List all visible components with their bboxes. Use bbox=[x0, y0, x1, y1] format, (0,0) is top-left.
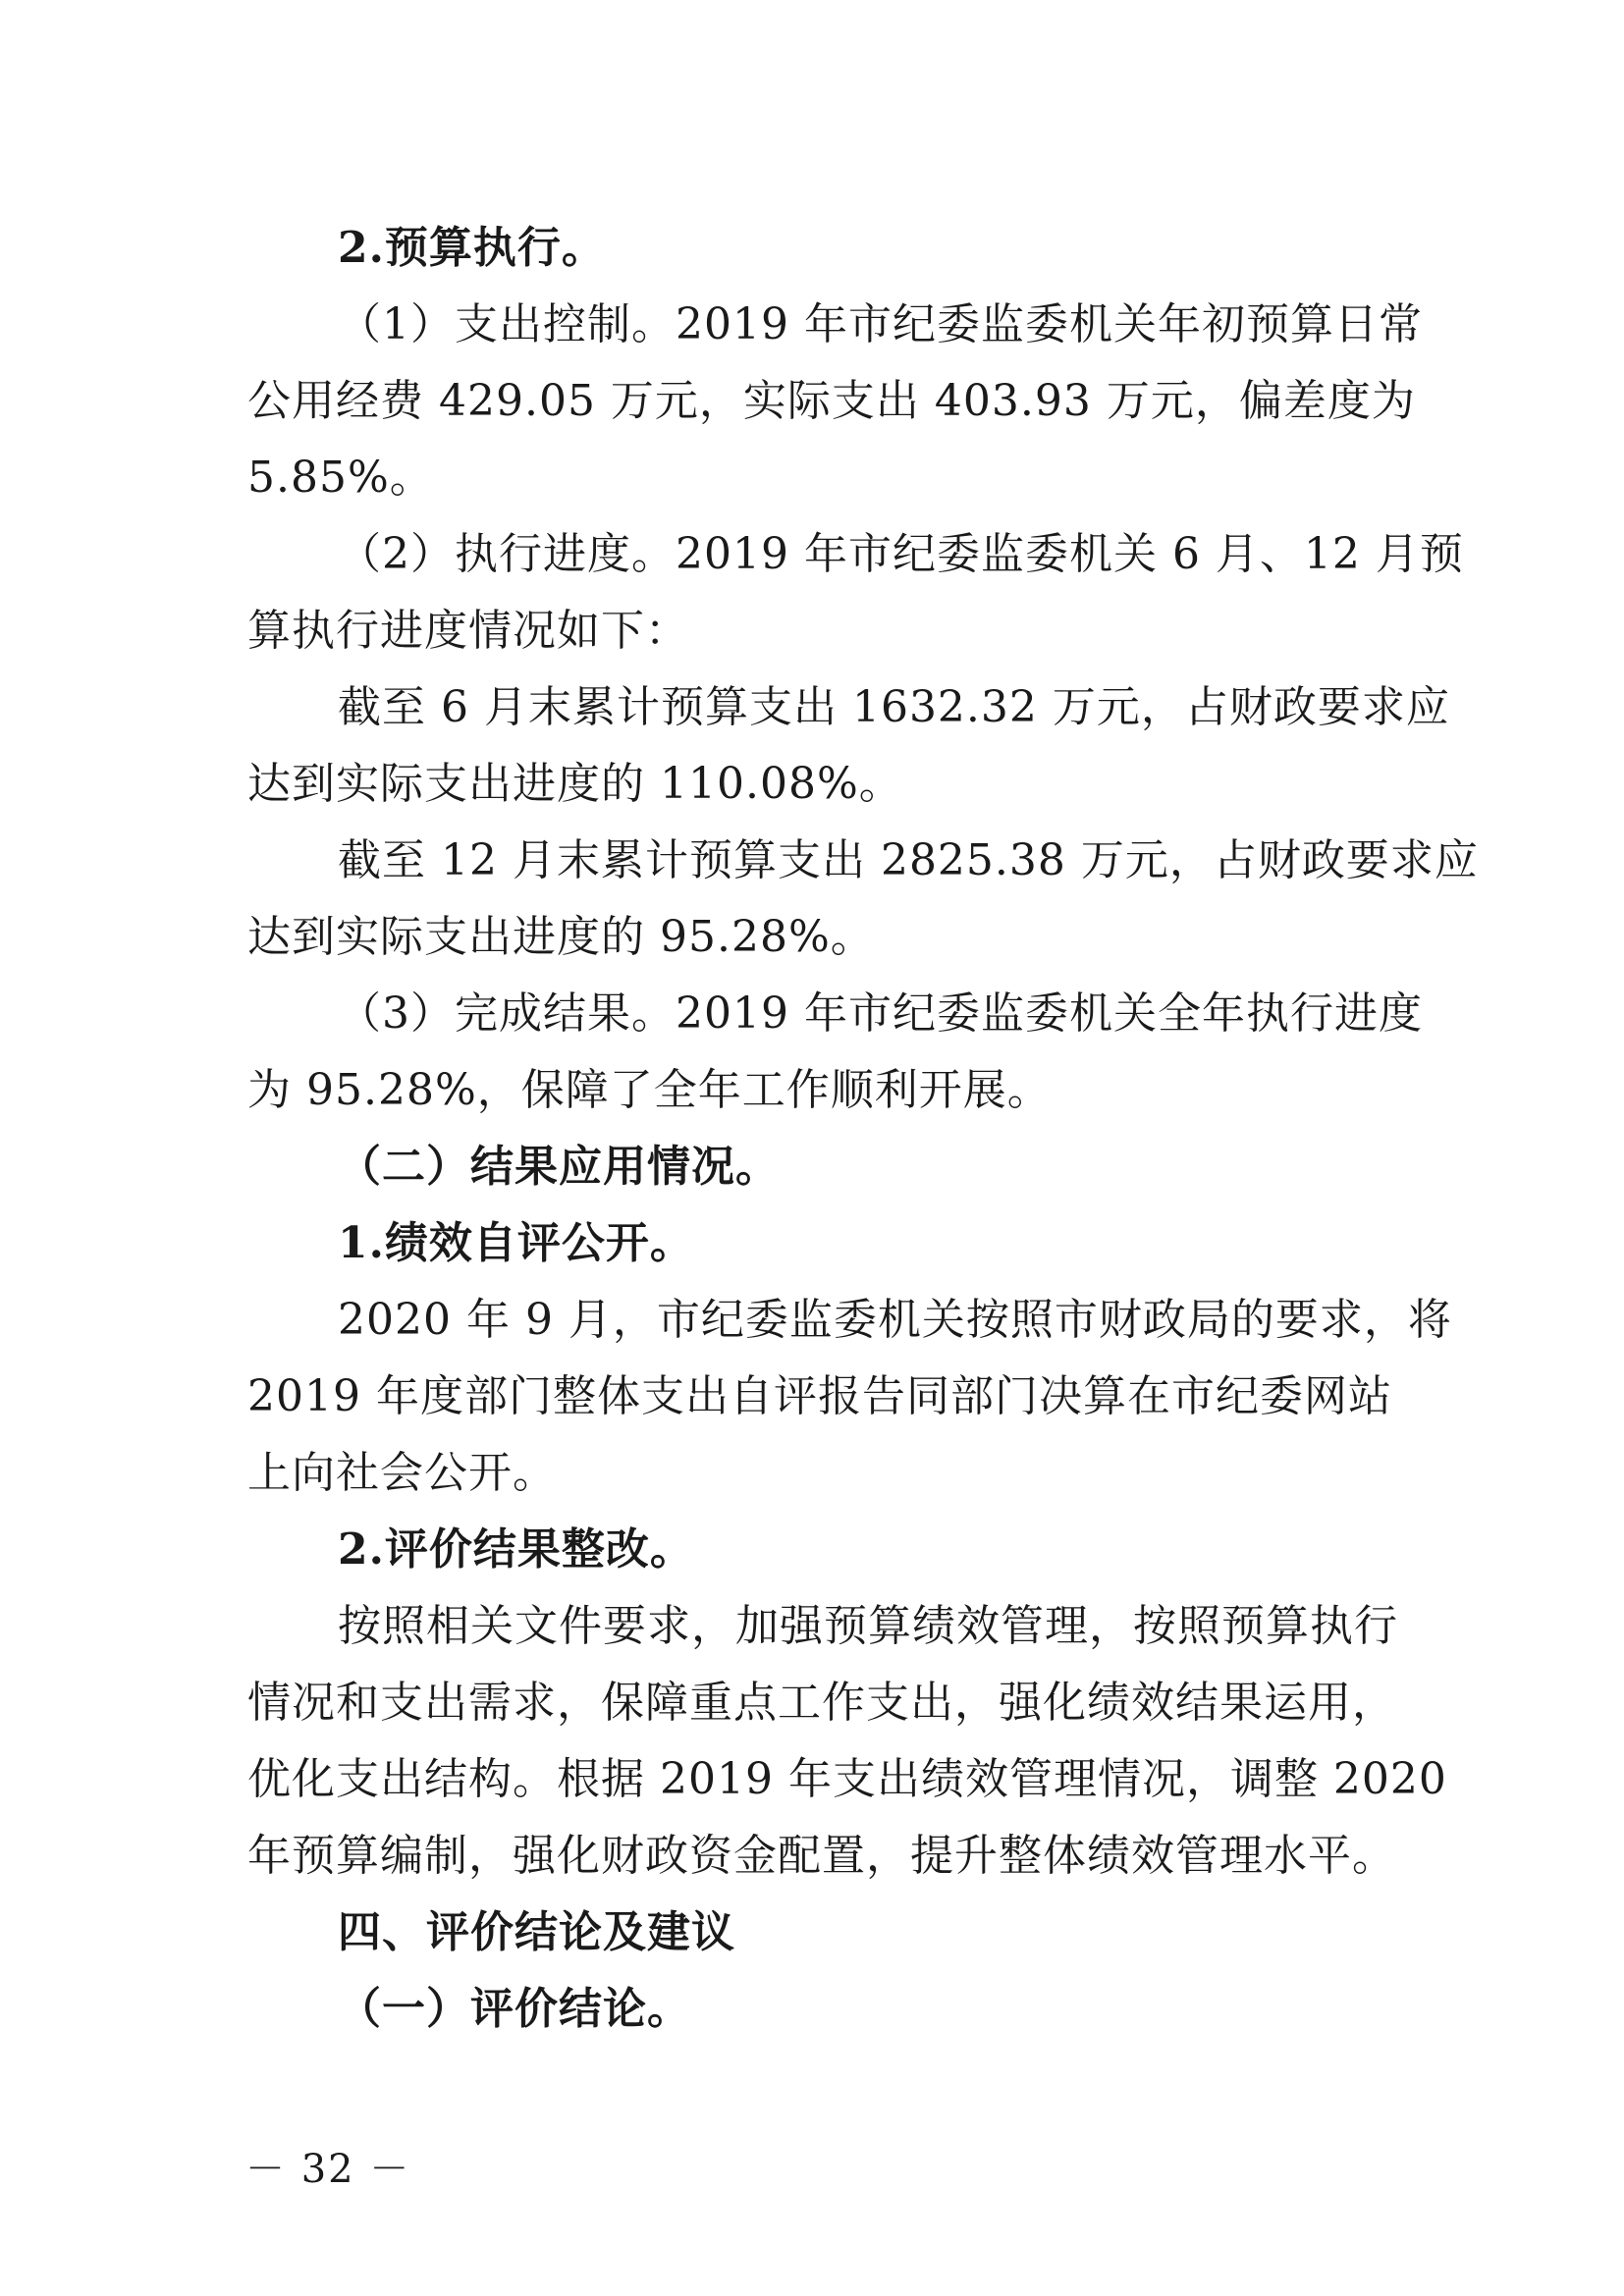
paragraph-line: 上向社会公开。 bbox=[247, 1448, 557, 1498]
heading-evaluation-conclusion: （一）评价结论。 bbox=[338, 1984, 691, 2034]
heading-result-application: （二）结果应用情况。 bbox=[338, 1142, 780, 1192]
paragraph-line: 年预算编制，强化财政资金配置，提升整体绩效管理水平。 bbox=[247, 1831, 1396, 1881]
paragraph-line: 公用经费 429.05 万元，实际支出 403.93 万元，偏差度为 bbox=[247, 376, 1416, 426]
paragraph-line: 为 95.28%，保障了全年工作顺利开展。 bbox=[247, 1065, 1052, 1115]
heading-self-evaluation-disclosure: 1.绩效自评公开。 bbox=[338, 1218, 694, 1268]
paragraph-line: （3）完成结果。2019 年市纪委监委机关全年执行进度 bbox=[338, 988, 1423, 1039]
paragraph-line: 情况和支出需求，保障重点工作支出，强化绩效结果运用， bbox=[247, 1678, 1396, 1728]
paragraph-line: 达到实际支出进度的 95.28%。 bbox=[247, 912, 875, 962]
heading-evaluation-rectification: 2.评价结果整改。 bbox=[338, 1524, 694, 1575]
paragraph-line: 2019 年度部门整体支出自评报告同部门决算在市纪委网站 bbox=[247, 1371, 1392, 1421]
paragraph-line: 2020 年 9 月，市纪委监委机关按照市财政局的要求，将 bbox=[338, 1295, 1452, 1345]
page-number: － 32 － bbox=[245, 2147, 411, 2192]
document-body bbox=[247, 210, 1479, 2048]
paragraph-line: 达到实际支出进度的 110.08%。 bbox=[247, 759, 903, 809]
paragraph-line: 算执行进度情况如下： bbox=[247, 606, 689, 656]
paragraph-line: （2）执行进度。2019 年市纪委监委机关 6 月、12 月预 bbox=[338, 529, 1464, 579]
paragraph-line: （1）支出控制。2019 年市纪委监委机关年初预算日常 bbox=[338, 299, 1423, 349]
heading-conclusion-and-suggestions: 四、评价结论及建议 bbox=[338, 1907, 735, 1957]
paragraph-line: 按照相关文件要求，加强预算绩效管理，按照预算执行 bbox=[338, 1601, 1398, 1651]
paragraph-line: 截至 12 月末累计预算支出 2825.38 万元，占财政要求应 bbox=[338, 835, 1479, 885]
paragraph-line: 优化支出结构。根据 2019 年支出绩效管理情况，调整 2020 bbox=[247, 1754, 1447, 1804]
paragraph-line: 截至 6 月末累计预算支出 1632.32 万元，占财政要求应 bbox=[338, 682, 1450, 732]
paragraph-line: 5.85%。 bbox=[247, 453, 434, 503]
heading-budget-execution: 2.预算执行。 bbox=[338, 223, 606, 273]
